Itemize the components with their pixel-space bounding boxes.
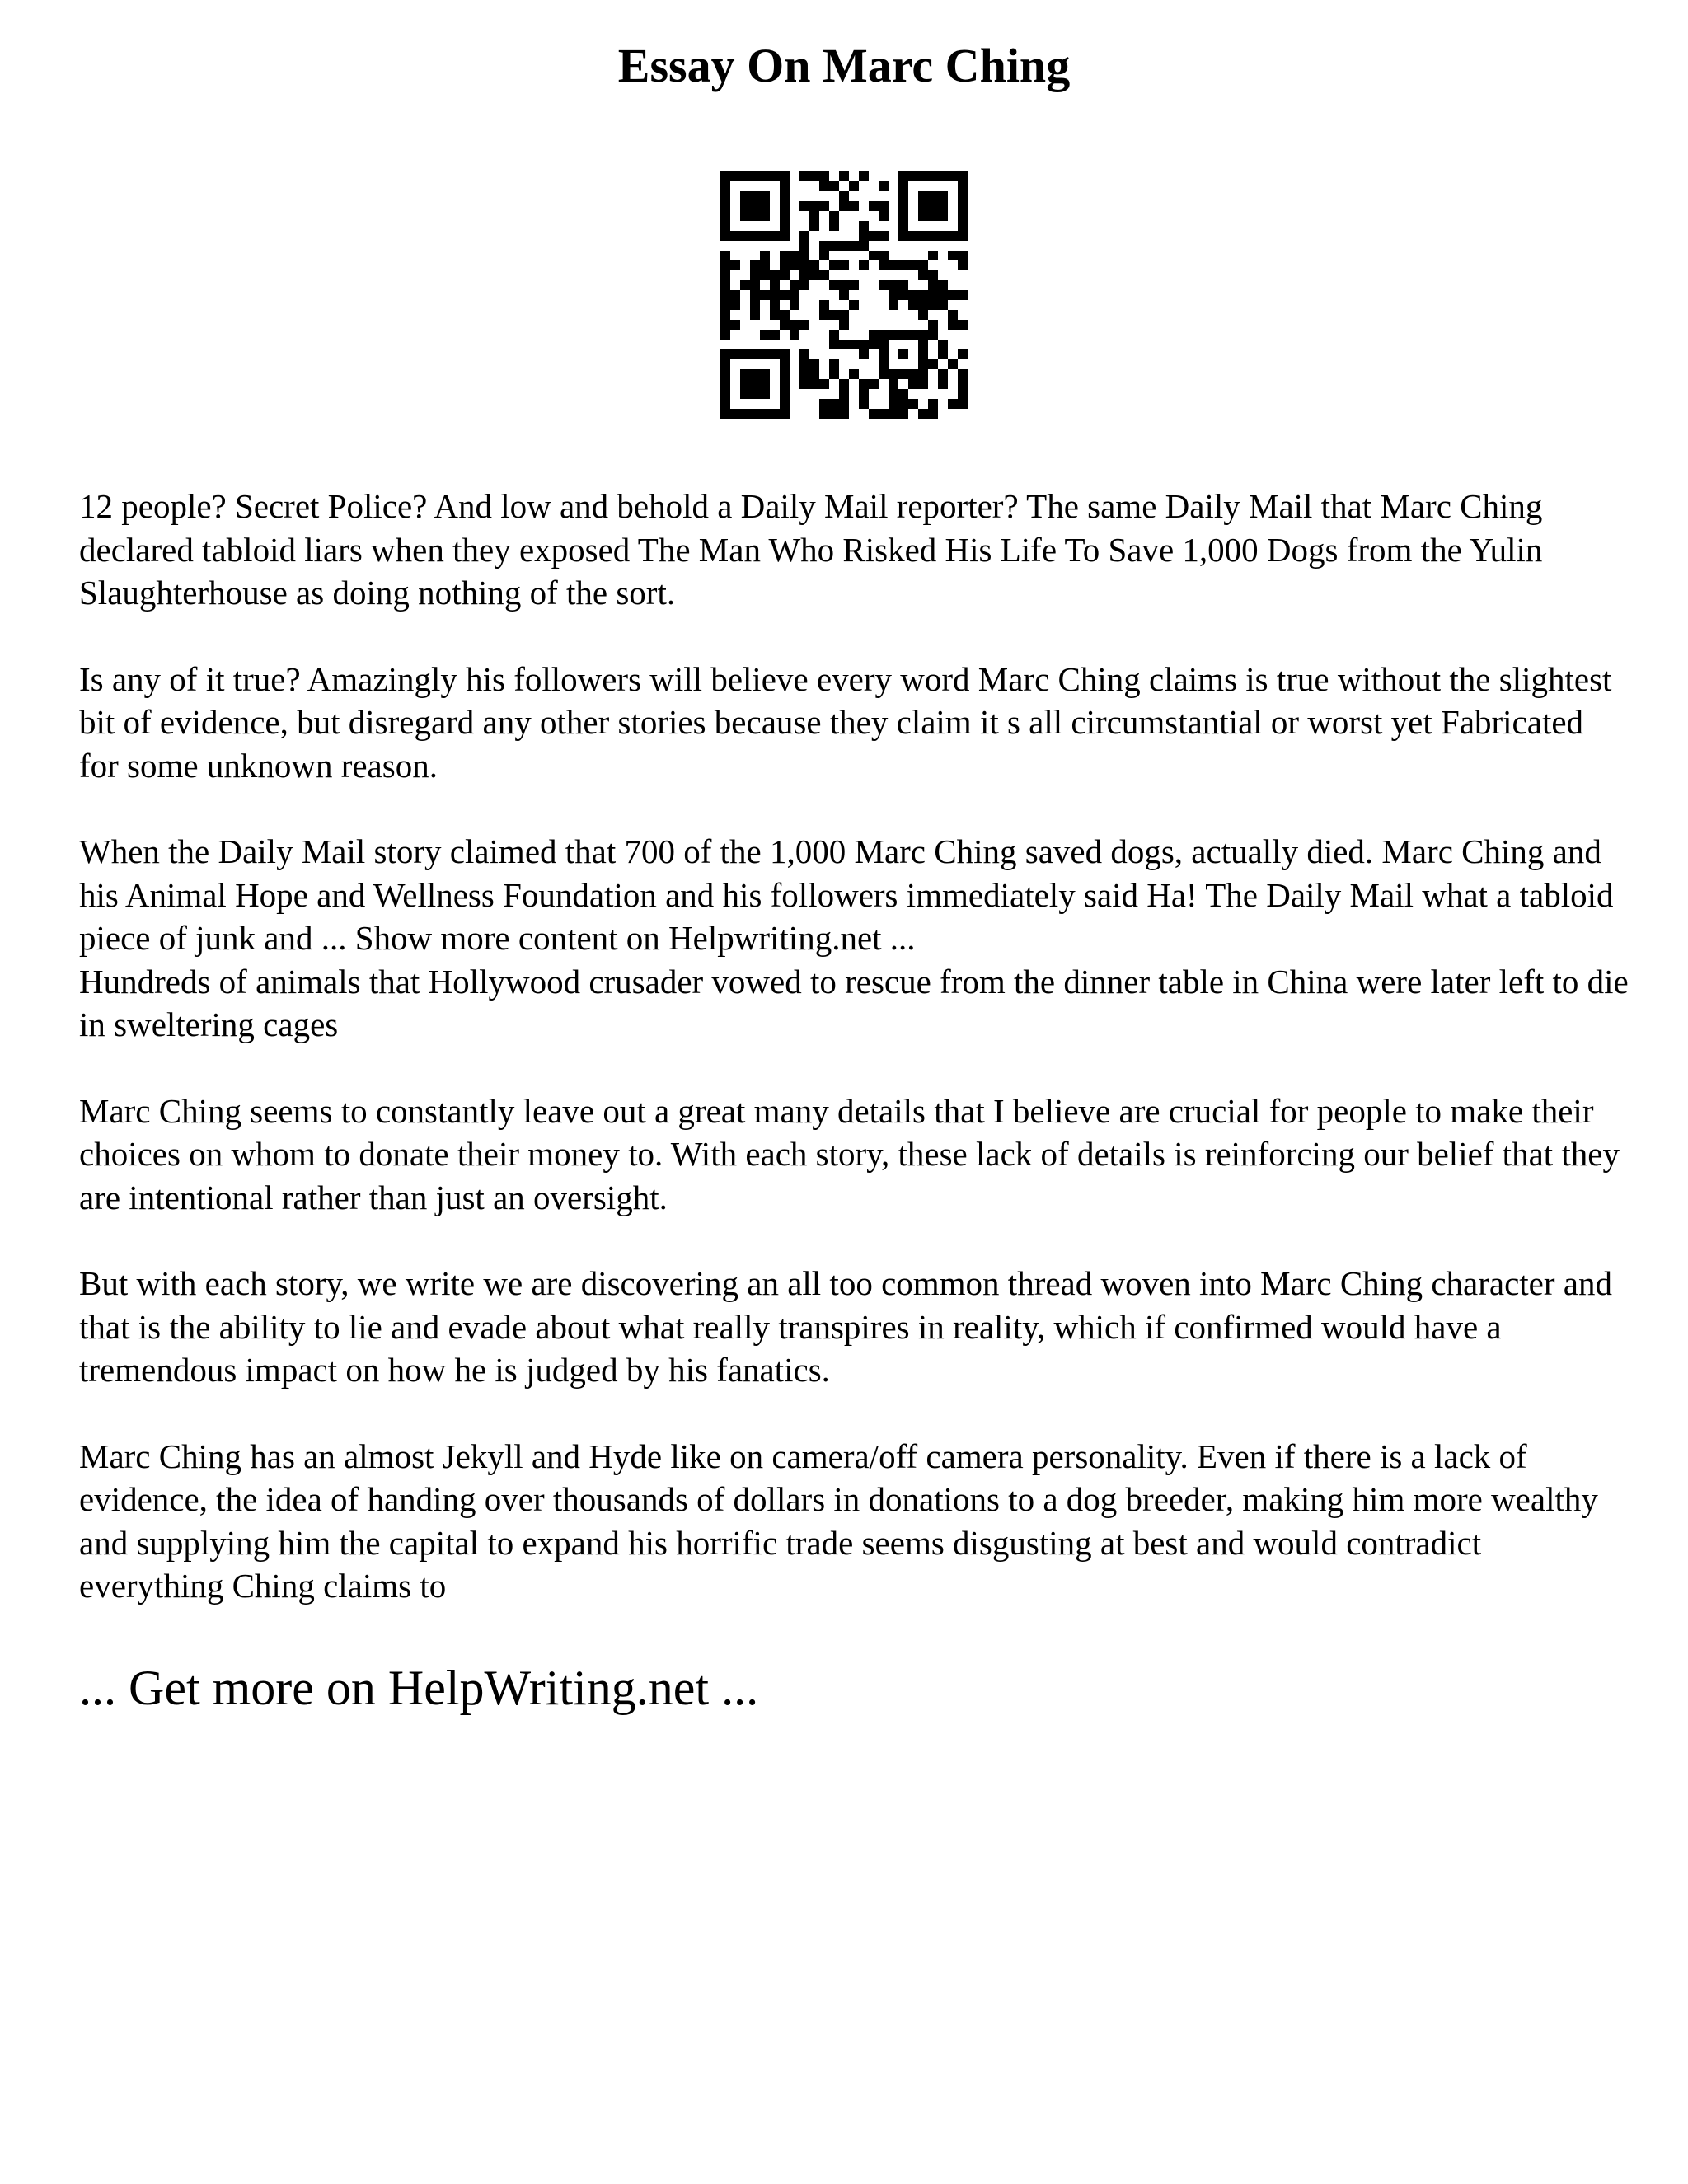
qr-code-icon — [720, 171, 968, 419]
paragraph: Marc Ching seems to constantly leave out a great many details that I believe are crucial for people to make their choices on whom to donate their money to. With each story, these lack of details is reinforcing our belief that they are intentional rather than just an oversight. — [79, 1091, 1620, 1216]
paragraph: But with each story, we write we are discovering an all too common thread woven into Marc Ching character and that is the ability to lie and evade about what really transpires in reality, which if confirmed would have a tremendous impact on how he is judged by his fanatics. — [79, 1264, 1612, 1389]
document-title: Essay On Marc Ching — [617, 39, 1071, 92]
paragraph: When the Daily Mail story claimed that 700 of the 1,000 Marc Ching saved dogs, actually died. Marc Ching and his Animal Hope and Wellness Foundation and his followers immediately said Ha! The Daily Mail what a tabloid piece of junk and ... Show more content on Helpwriting.net ... — [79, 832, 1614, 957]
paragraph: 12 people? Secret Police? And low and behold a Daily Mail reporter? The same Daily Mail that Marc Ching declared tabloid liars when they exposed The Man Who Risked His Life To Save 1,000 Dogs from the Yulin Slaughterhouse as doing nothing of the sort. — [79, 487, 1543, 612]
essay-body — [79, 485, 1629, 1651]
paragraph: Hundreds of animals that Hollywood crusader vowed to rescue from the dinner table in China were later left to die in sweltering cages — [79, 962, 1629, 1043]
paragraph: Marc Ching has an almost Jekyll and Hyde like on camera/off camera personality. Even if there is a lack of evidence, the idea of handing over thousands of dollars in donations to a dog breeder, making him more wealthy and supplying him the capital to expand his horrific trade seems disgusting at best and would contradict everything Ching claims to — [79, 1436, 1598, 1605]
paragraph: Is any of it true? Amazingly his followers will believe every word Marc Ching claims is true without the slightest bit of evidence, but disregard any other stories because they claim it s all circumstantial or worst yet Fabricated for some unknown reason. — [79, 659, 1612, 785]
get-more-link[interactable]: ... Get more on HelpWriting.net ... — [79, 1661, 759, 1715]
